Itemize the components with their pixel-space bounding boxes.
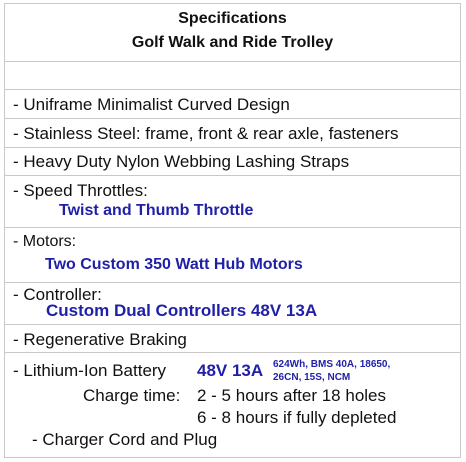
row-divider: [4, 282, 461, 283]
page-title: Specifications: [178, 10, 287, 27]
spec-throttle-label: - Speed Throttles:: [13, 181, 148, 200]
spec-battery-value: 48V 13A: [197, 361, 264, 380]
spec-charger: - Charger Cord and Plug: [32, 430, 218, 449]
charge-time-line-1: 2 - 5 hours after 18 holes: [197, 386, 387, 405]
spec-straps: - Heavy Duty Nylon Webbing Lashing Straps: [13, 152, 350, 171]
charge-time-line-2: 6 - 8 hours if fully depleted: [197, 408, 397, 427]
spec-motors-value: Two Custom 350 Watt Hub Motors: [45, 256, 303, 273]
row-divider: [4, 147, 461, 148]
spec-battery-detail-1: 624Wh, BMS 40A, 18650,: [273, 359, 391, 370]
spec-battery-detail-2: 26CN, 15S, NCM: [273, 372, 351, 383]
row-divider: [4, 175, 461, 176]
row-divider: [4, 324, 461, 325]
spec-frame-design: - Uniframe Minimalist Curved Design: [13, 95, 290, 114]
page-subtitle: Golf Walk and Ride Trolley: [131, 34, 334, 51]
spec-controller-label: - Controller:: [13, 285, 102, 304]
row-divider: [4, 352, 461, 353]
spec-throttle-value: Twist and Thumb Throttle: [59, 202, 254, 219]
row-divider: [4, 89, 461, 90]
spec-braking: - Regenerative Braking: [13, 330, 187, 349]
spec-battery-label: - Lithium-Ion Battery: [13, 361, 167, 380]
charge-time-label: Charge time:: [83, 386, 181, 405]
row-divider: [4, 118, 461, 119]
spec-motors-label: - Motors:: [13, 233, 77, 250]
row-divider: [4, 227, 461, 228]
spec-materials: - Stainless Steel: frame, front & rear axle, fasteners: [13, 124, 399, 143]
spec-controller-value: Custom Dual Controllers 48V 13A: [46, 301, 318, 320]
row-divider: [4, 61, 461, 62]
